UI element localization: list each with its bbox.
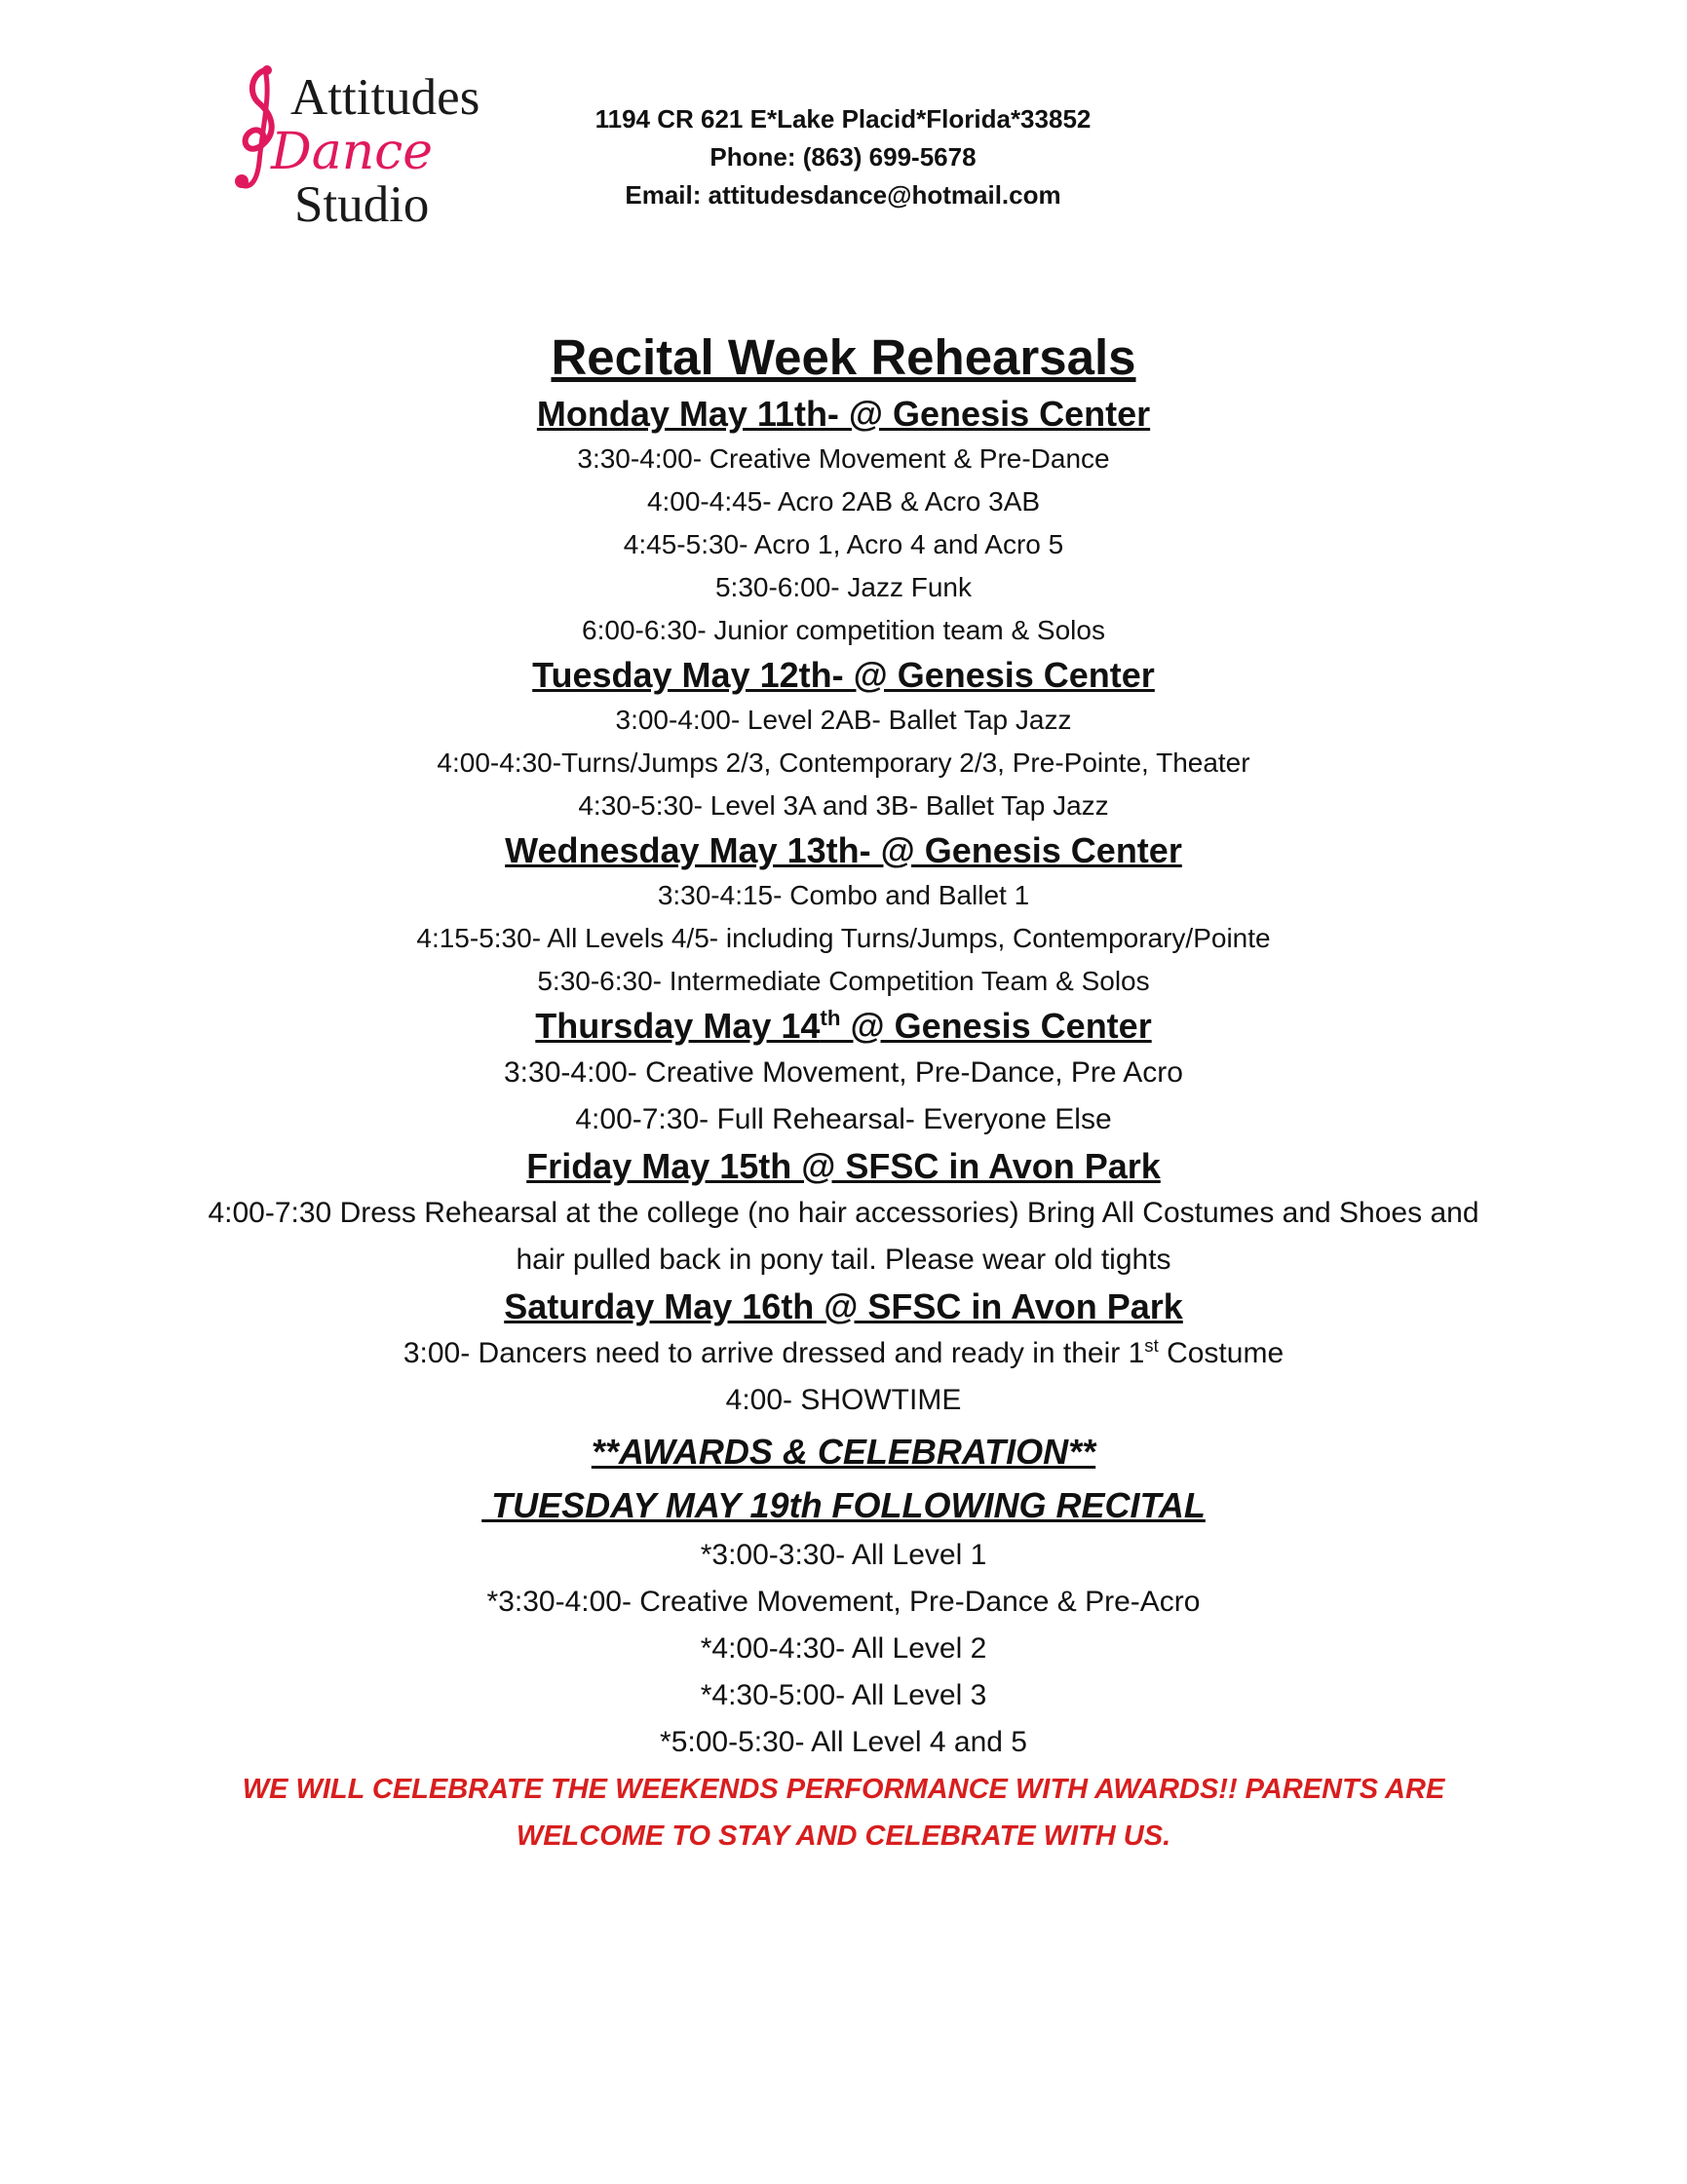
- ordinal-suffix: th: [820, 1006, 841, 1030]
- list-item: 4:00-7:30- Full Rehearsal- Everyone Else: [575, 1103, 1112, 1135]
- celebration-note-line2: WELCOME TO STAY AND CELEBRATE WITH US.: [516, 1820, 1171, 1852]
- thursday-heading: [0, 1003, 1687, 1050]
- list-item: 5:30-6:00- Jazz Funk: [714, 572, 973, 602]
- contact-block: [546, 100, 1140, 214]
- list-item: *3:30-4:00- Creative Movement, Pre-Dance & Pre-Acro: [486, 1586, 1201, 1618]
- list-item: [0, 1330, 1687, 1377]
- logo-text-dance: Dance: [271, 123, 434, 181]
- list-item: 4:45-5:30- Acro 1, Acro 4 and Acro 5: [623, 529, 1064, 559]
- awards-heading: **AWARDS & CELEBRATION**: [591, 1432, 1096, 1472]
- list-item: *4:30-5:00- All Level 3: [700, 1679, 987, 1711]
- list-item: 4:00-4:30-Turns/Jumps 2/3, Contemporary 2/3, Pre-Pointe, Theater: [437, 747, 1250, 778]
- thursday-heading-text: Thursday May 14: [535, 1006, 821, 1046]
- saturday-heading: Saturday May 16th @ SFSC in Avon Park: [504, 1286, 1183, 1326]
- logo-text-studio: Studio: [294, 176, 430, 233]
- list-item: *3:00-3:30- All Level 1: [700, 1539, 987, 1571]
- list-item: 3:30-4:15- Combo and Ballet 1: [657, 880, 1030, 910]
- page-title: Recital Week Rehearsals: [551, 329, 1136, 385]
- list-item: *4:00-4:30- All Level 2: [700, 1632, 987, 1665]
- list-item: 4:00- SHOWTIME: [725, 1384, 962, 1416]
- list-item: 6:00-6:30- Junior competition team & Solos: [582, 615, 1105, 645]
- saturday-item-text-end: Costume: [1158, 1337, 1284, 1369]
- friday-details: 4:00-7:30 Dress Rehearsal at the college (no hair accessories) Bring All Costumes and Shoes and hair pulled back in pony tail. Please wear old tights: [208, 1197, 1479, 1276]
- schedule: [0, 325, 1687, 1859]
- awards-date-heading: TUESDAY MAY 19th FOLLOWING RECITAL: [481, 1485, 1206, 1525]
- wednesday-heading: Wednesday May 13th- @ Genesis Center: [505, 830, 1182, 870]
- address-line: 1194 CR 621 E*Lake Placid*Florida*33852: [594, 104, 1092, 134]
- list-item: *5:00-5:30- All Level 4 and 5: [660, 1726, 1027, 1758]
- list-item: 4:30-5:30- Level 3A and 3B- Ballet Tap Jazz: [578, 790, 1109, 821]
- studio-logo: [226, 60, 538, 236]
- phone-line: Phone: (863) 699-5678: [709, 142, 977, 172]
- list-item: 3:30-4:00- Creative Movement & Pre-Dance: [577, 443, 1110, 474]
- list-item: 3:30-4:00- Creative Movement, Pre-Dance, Pre Acro: [504, 1056, 1183, 1089]
- monday-heading: Monday May 11th- @ Genesis Center: [536, 394, 1151, 434]
- tuesday-heading: Tuesday May 12th- @ Genesis Center: [532, 655, 1155, 695]
- list-item: 4:15-5:30- All Levels 4/5- including Turns/Jumps, Contemporary/Pointe: [416, 923, 1271, 953]
- thursday-heading-location: @ Genesis Center: [840, 1006, 1152, 1046]
- friday-heading: Friday May 15th @ SFSC in Avon Park: [526, 1146, 1161, 1186]
- list-item: 3:00-4:00- Level 2AB- Ballet Tap Jazz: [615, 705, 1072, 735]
- list-item: 4:00-4:45- Acro 2AB & Acro 3AB: [646, 486, 1041, 517]
- email-line: Email: attitudesdance@hotmail.com: [625, 180, 1061, 210]
- saturday-item-text: 3:00- Dancers need to arrive dressed and ready in their 1: [403, 1337, 1145, 1369]
- ordinal-suffix: st: [1144, 1335, 1159, 1356]
- logo-text-attitudes: Attitudes: [290, 69, 480, 126]
- celebration-note-line1: WE WILL CELEBRATE THE WEEKENDS PERFORMANCE WITH AWARDS!! PARENTS ARE: [242, 1774, 1445, 1805]
- list-item: 5:30-6:30- Intermediate Competition Team & Solos: [537, 966, 1150, 996]
